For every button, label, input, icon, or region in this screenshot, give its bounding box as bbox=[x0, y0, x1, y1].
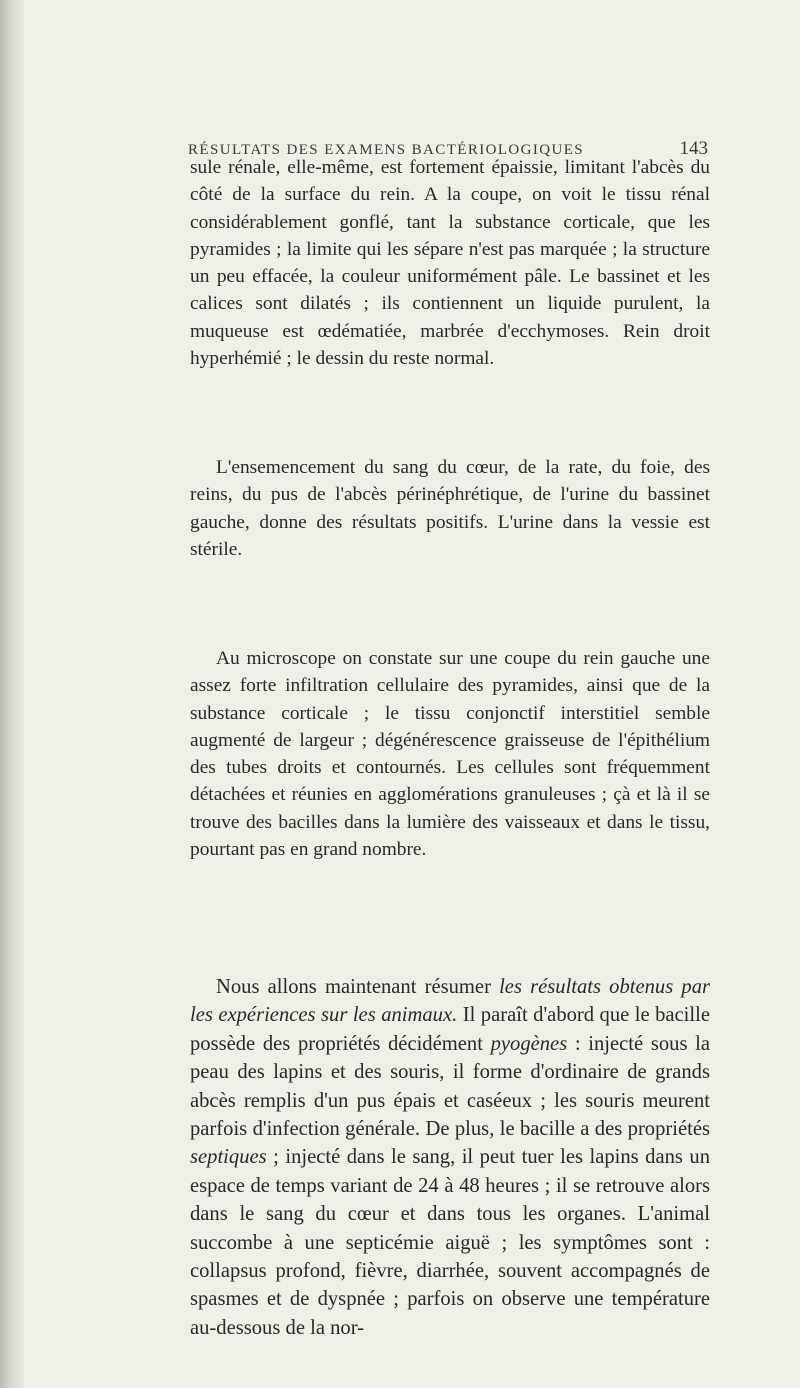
paragraph-4-text: Il paraît d'abord que le bacille possède des propriétés décidément bbox=[190, 1004, 710, 1055]
paragraph-3: Au microscope on constate sur une coupe du rein gauche une assez forte infiltration cellulaire des pyramides, ainsi que de la substance corticale ; le tissu conjonctif interstitiel semble augmenté de largeur ; dégénérescence graisseuse de l'épithélium des tubes droits et contournés. Les cellules sont fréquemment détachées et réunies en agglomérations granuleuses ; çà et là il se trouve des bacilles dans la lumière des vaisseaux et dans le tissu, pourtant pas en grand nombre. bbox=[190, 648, 710, 861]
page-gutter-shadow bbox=[0, 0, 24, 1388]
paragraph-4-text: Nous allons maintenant résumer bbox=[216, 976, 500, 998]
paragraph-2: L'ensemencement du sang du cœur, de la rate, du foie, des reins, du pus de l'abcès périnéphrétique, de l'urine du bassinet gauche, donne des résultats positifs. L'urine dans la vessie est stérile. bbox=[190, 457, 710, 560]
paragraph-4 bbox=[190, 973, 710, 1342]
paragraph-4-text: ; injecté dans le sang, il peut tuer les lapins dans un espace de temps variant de 24 à 48 heures ; il se retrouve alors dans le sang du cœur et dans tous les organes. L'animal succombe à une septicémie aiguë ; les symptômes sont : collapsus profond, fièvre, diarrhée, souvent accompagnés de spasmes et de dyspnée ; parfois on observe une température au-dessous de la nor- bbox=[190, 1146, 710, 1339]
paragraph-4-italic: les résultats obtenus par les expériences sur les animaux. bbox=[190, 976, 711, 1027]
paragraph-1: sule rénale, elle-même, est fortement épaissie, limitant l'abcès du côté de la surface du rein. A la coupe, on voit le tissu rénal considérablement gonflé, tant la substance corticale, que les pyramides ; la limite qui les sépare n'est pas marquée ; la structure un peu effacée, la couleur uniformément pâle. Le bassinet et les calices sont dilatés ; ils contiennent un liquide purulent, la muqueuse est œdématiée, marbrée d'ecchymoses. Rein droit hyperhémié ; le dessin du reste normal. bbox=[190, 157, 710, 370]
paragraph-4-text: : injecté sous la peau des lapins et des souris, il forme d'ordinaire de grands abcès remplis d'un pus épais et caséeux ; les souris meurent parfois d'infection générale. De plus, le bacille a des propriétés bbox=[190, 1032, 710, 1141]
running-head: RÉSULTATS DES EXAMENS BACTÉRIOLOGIQUES bbox=[188, 142, 585, 158]
paragraph-4-italic: pyogènes bbox=[490, 1032, 568, 1055]
paragraph-4-italic: septiques bbox=[190, 1146, 267, 1169]
page-number: 143 bbox=[679, 138, 708, 159]
